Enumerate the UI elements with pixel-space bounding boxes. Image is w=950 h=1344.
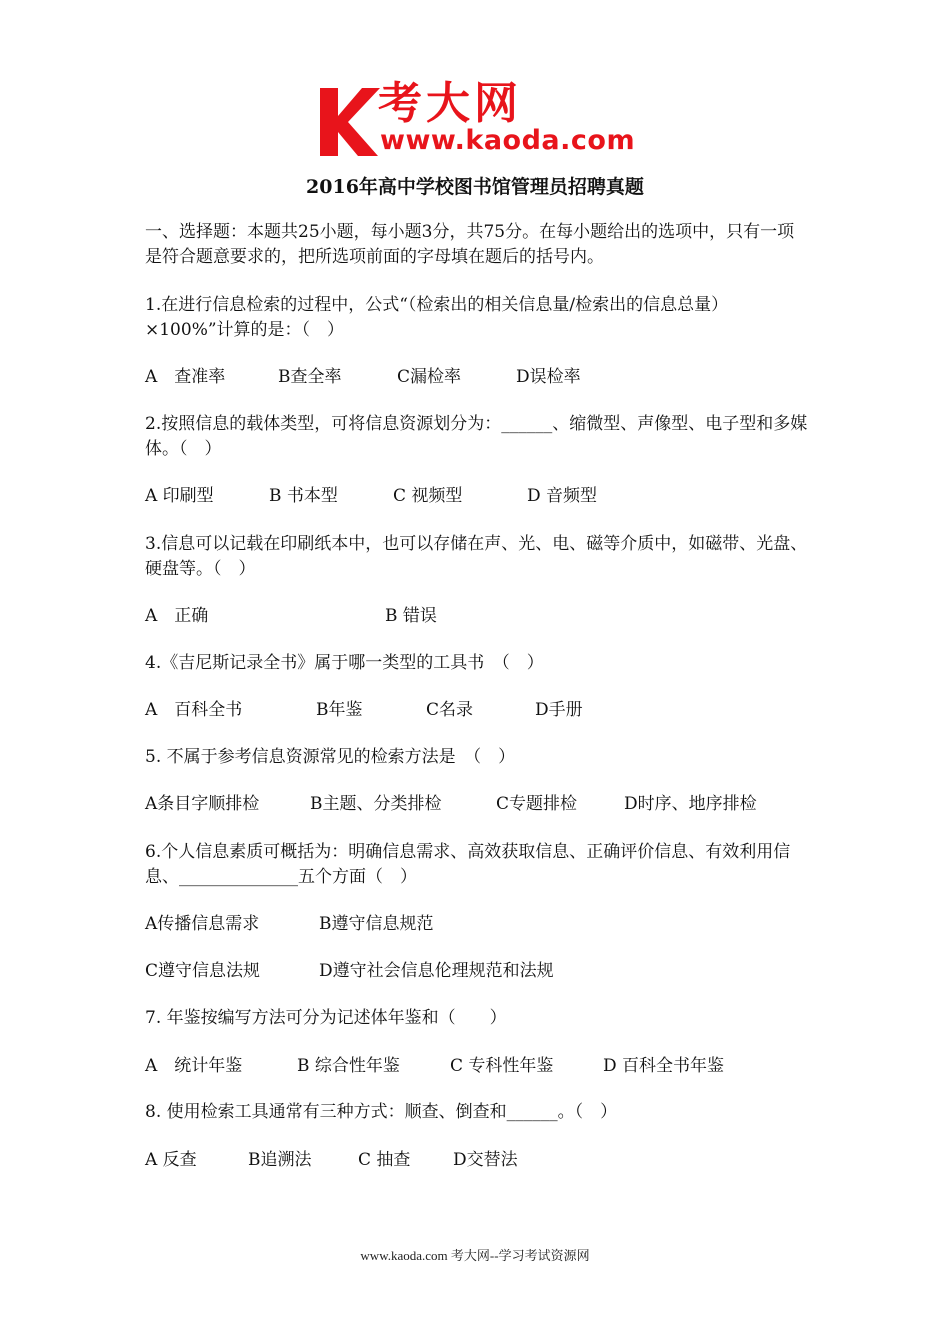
options-q2 [145, 484, 825, 509]
option-b: B 书本型 [269, 486, 338, 506]
option-a: A 统计年鉴 [145, 1056, 243, 1076]
option-d: D交替法 [453, 1150, 518, 1170]
options-q7 [145, 1054, 825, 1079]
question-2: 2.按照信息的载体类型，可将信息资源划分为：______、缩微型、声像型、电子型和多媒体。（ ） [145, 414, 808, 459]
logo-k-mark-icon [318, 82, 382, 158]
option-d: D手册 [535, 700, 583, 720]
option-c: C 视频型 [393, 486, 463, 506]
options-q1 [145, 365, 825, 390]
option-b: B查全率 [278, 367, 342, 387]
option-b: B主题、分类排检 [310, 794, 442, 814]
option-b: B遵守信息规范 [319, 914, 434, 934]
option-c: C遵守信息法规 [145, 961, 261, 981]
option-b: B 错误 [385, 606, 437, 626]
option-d: D 百科全书年鉴 [603, 1056, 725, 1076]
option-a: A条目字顺排检 [145, 794, 260, 814]
page-footer: www.kaoda.com 考大网--学习考试资源网 [360, 1248, 590, 1263]
logo-url-text: www.kaoda.com [380, 125, 636, 156]
section-intro: 一、选择题：本题共25小题，每小题3分，共75分。在每小题给出的选项中，只有一项是符合题意要求的，把所选项前面的字母填在题后的括号内。 [145, 222, 795, 267]
option-a: A 百科全书 [145, 700, 243, 720]
option-c: C 抽查 [358, 1150, 411, 1170]
question-4: 4.《吉尼斯记录全书》属于哪一类型的工具书 （ ） [145, 653, 544, 673]
option-b: B年鉴 [316, 700, 363, 720]
question-6: 6.个人信息素质可概括为：明确信息需求、高效获取信息、正确评价信息、有效利用信息、______________五个方面（ ） [145, 842, 791, 887]
option-a: A 印刷型 [145, 486, 214, 506]
option-b: B追溯法 [248, 1150, 312, 1170]
option-c: C专题排检 [496, 794, 578, 814]
option-d: D时序、地序排检 [624, 794, 757, 814]
options-q6-row1 [145, 912, 825, 937]
option-a: A 反查 [145, 1150, 197, 1170]
option-b: B 综合性年鉴 [297, 1056, 400, 1076]
options-q8 [145, 1148, 825, 1173]
options-q4 [145, 698, 825, 723]
page-title: 2016年高中学校图书馆管理员招聘真题 [306, 176, 644, 198]
question-1: 1.在进行信息检索的过程中，公式“（检索出的相关信息量/检索出的信息总量）×100%”计算的是：（ ） [145, 295, 729, 340]
option-c: C漏检率 [397, 367, 462, 387]
option-d: D遵守社会信息伦理规范和法规 [319, 961, 554, 981]
question-5: 5. 不属于参考信息资源常见的检索方法是 （ ） [145, 747, 516, 767]
option-a: A传播信息需求 [145, 914, 260, 934]
option-d: D误检率 [516, 367, 581, 387]
options-q3 [145, 604, 825, 629]
kaoda-logo [318, 80, 638, 158]
option-c: C名录 [426, 700, 474, 720]
option-a: A 查准率 [145, 367, 226, 387]
options-q5 [145, 792, 825, 817]
question-3: 3.信息可以记载在印刷纸本中，也可以存储在声、光、电、磁等介质中，如磁带、光盘、硬盘等。（ ） [145, 534, 808, 579]
option-d: D 音频型 [527, 486, 598, 506]
option-c: C 专科性年鉴 [450, 1056, 554, 1076]
question-7: 7. 年鉴按编写方法可分为记述体年鉴和（ ） [145, 1008, 507, 1028]
question-8: 8. 使用检索工具通常有三种方式：顺查、倒查和______。（ ） [145, 1102, 618, 1122]
option-a: A 正确 [145, 606, 209, 626]
logo-brand-text: 考大网 [378, 78, 522, 129]
options-q6-row2 [145, 959, 825, 984]
